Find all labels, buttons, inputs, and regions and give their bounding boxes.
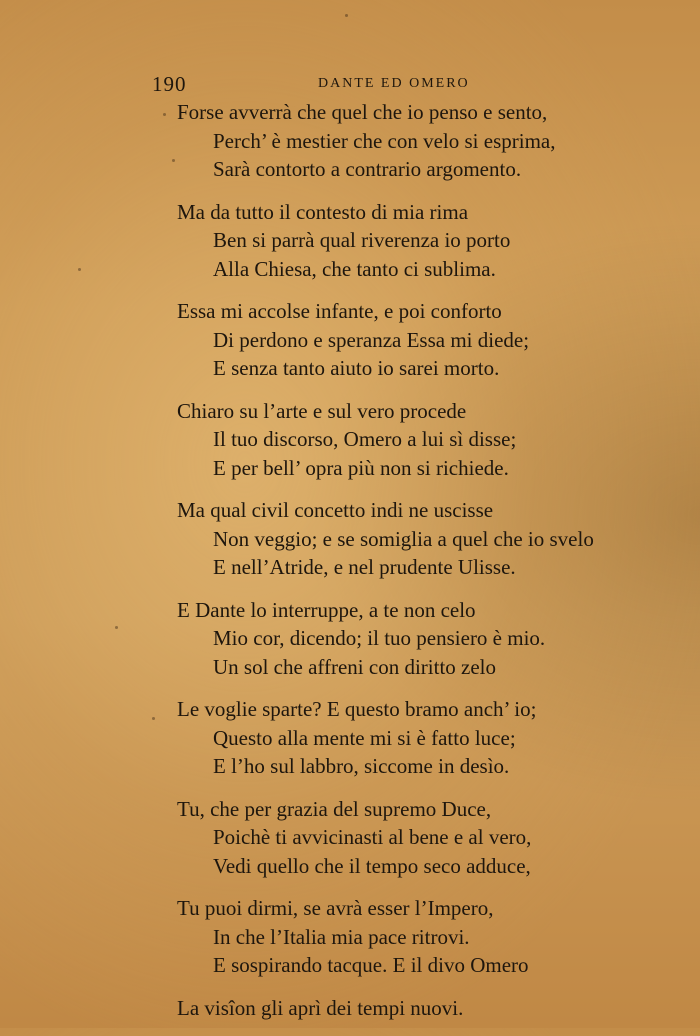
stanza [177,198,677,284]
stanza [177,297,677,383]
paper-speck [78,268,81,271]
verse-line: Sarà contorto a contrario argomento. [213,157,522,181]
verse-line: Ma da tutto il contesto di mia rima [177,199,469,224]
verse-line: Non veggio; e se somiglia a quel che io svelo [213,526,594,551]
verse-line: La visîon gli aprì dei tempi nuovi. [177,995,464,1020]
verse-line: E senza tanto aiuto io sarei morto. [213,356,500,380]
page-header [152,72,622,98]
running-head: DANTE ED OMERO [318,76,470,91]
verse-line: Tu, che per grazia del supremo Duce, [177,796,492,821]
verse-line: Ma qual civil concetto indi ne uscisse [177,498,494,522]
paper-speck [115,626,118,629]
verse-line: Forse avverrà che quel che io penso e sento, [177,100,548,124]
verse-line: Alla Chiesa, che tanto ci sublima. [213,256,496,281]
verse-line: In che l’Italia mia pace ritrovi. [213,924,470,949]
verse-line: Perch’ è mestier che con velo si esprima, [213,128,556,153]
paper-speck [172,159,175,162]
verse-line: Questo alla mente mi si è fatto luce; [213,725,516,750]
stanza [177,496,677,582]
stanza [177,795,677,881]
verse-line: Chiaro su l’arte e sul vero procede [177,398,467,423]
verse-line: Tu puoi dirmi, se avrà esser l’Impero, [177,896,494,920]
verse-line: E Dante lo interruppe, a te non celo [177,597,476,622]
verse-line: E per bell’ opra più non si richiede. [213,455,509,480]
page-number: 190 [152,72,187,96]
verse-line: Il tuo discorso, Omero a lui sì disse; [213,427,517,451]
verse-line: Un sol che affreni con diritto zelo [213,654,497,679]
poem-text [177,98,677,1036]
verse-line: Ben si parrà qual riverenza io porto [213,228,511,252]
verse-line: Mio cor, dicendo; il tuo pensiero è mio. [213,626,546,650]
verse-line: Le voglie sparte? E questo bramo anch’ io; [177,697,537,721]
paper-speck [163,113,166,116]
stanza [177,994,677,1023]
verse-line: Essa mi accolse infante, e poi conforto [177,299,502,323]
verse-line: Di perdono e speranza Essa mi diede; [213,327,530,352]
stanza [177,397,677,483]
verse-line: Vedi quello che il tempo seco adduce, [213,853,531,878]
verse-line: E nell’Atride, e nel prudente Ulisse. [213,555,516,579]
verse-line: E sospirando tacque. E il divo Omero [213,953,529,977]
stanza [177,894,677,980]
stanza [177,596,677,682]
verse-line: E l’ho sul labbro, siccome in desìo. [213,754,510,778]
stanza [177,98,677,184]
paper-speck [152,717,155,720]
stanza [177,695,677,781]
verse-line: Poichè ti avvicinasti al bene e al vero, [213,825,532,849]
paper-speck [345,14,348,17]
